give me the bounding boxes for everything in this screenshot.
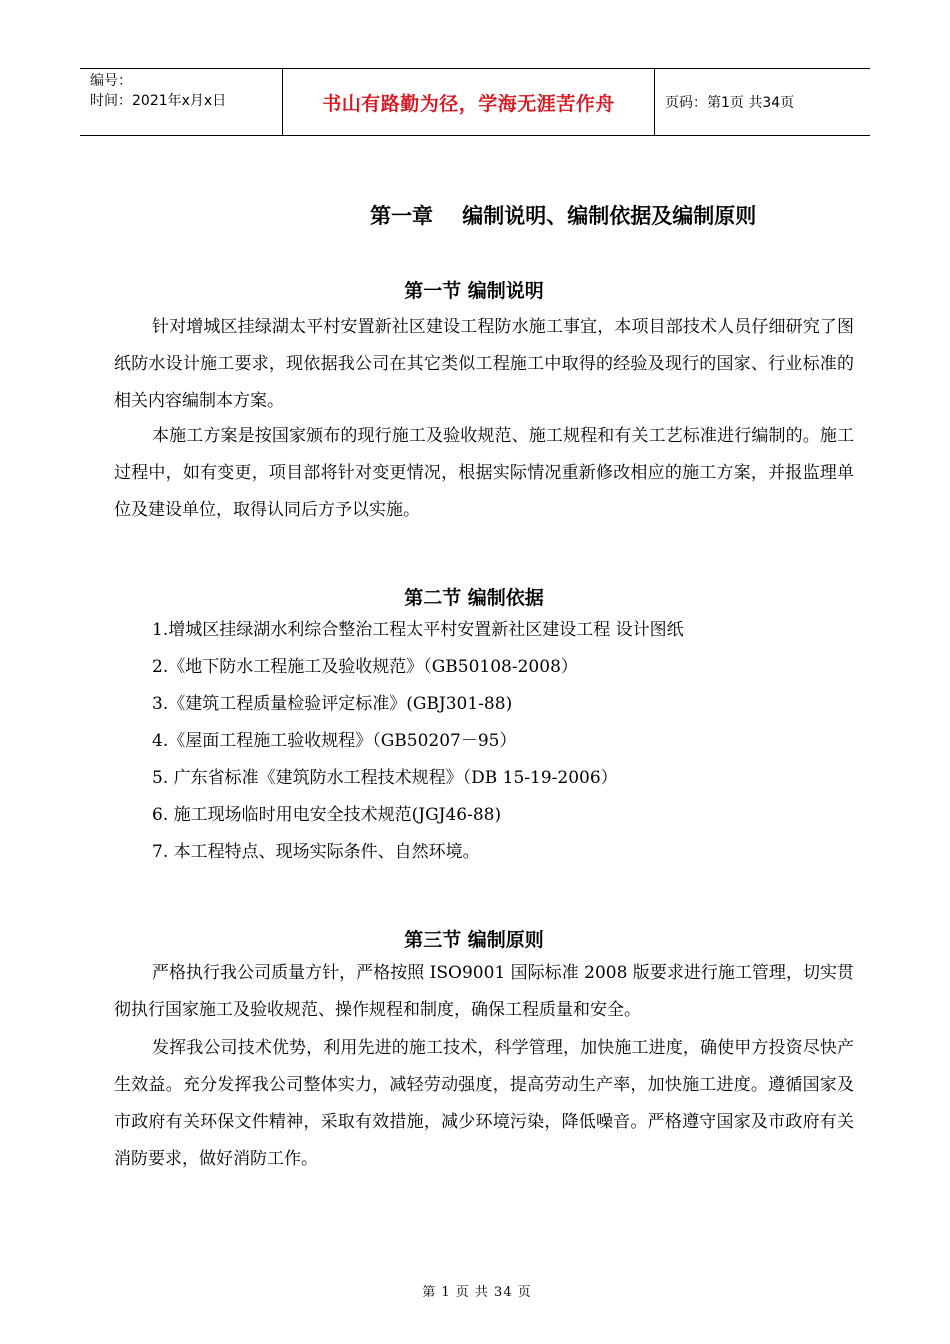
header-left-cell [80,69,282,135]
header-page-code: 页码：第1页 共34页 [665,95,795,111]
header-motto: 书山有路勤为径，学海无涯苦作舟 [282,69,655,135]
header-table [80,68,870,136]
basis-list [152,612,852,871]
basis-item-6: 6. 施工现场临时用电安全技术规范(JGJ46-88) [152,805,502,825]
section1-paragraph-1: 针对增城区挂绿湖太平村安置新社区建设工程防水施工事宜，本项目部技术人员仔细研究了图纸防水设计施工要求，现依据我公司在其它类似工程施工中取得的经验及现行的国家、行业标准的相关内容编制本方案。 [114,317,854,411]
section1-paragraph-2: 本施工方案是按国家颁布的现行施工及验收规范、施工规程和有关工艺标准进行编制的。施工过程中，如有变更，项目部将针对变更情况，根据实际情况重新修改相应的施工方案，并报监理单位及建设单位，取得认同后方予以实施。 [114,426,854,520]
basis-item-7: 7. 本工程特点、现场实际条件、自然环境。 [152,842,480,862]
document-time-label: 时间：2021年x月x日 [90,93,227,109]
section3-paragraph-1: 严格执行我公司质量方针，严格按照 ISO9001 国际标准 2008 版要求进行施工管理，切实贯彻执行国家施工及验收规范、操作规程和制度，确保工程质量和安全。 [114,963,854,1020]
section-title-2 [0,583,950,610]
footer-page-number: 第 1 页 共 34 页 [422,1285,532,1300]
section-title-3 [0,925,950,952]
section-title-1 [0,276,950,303]
section3-paragraph-2: 发挥我公司技术优势，利用先进的施工技术，科学管理，加快施工进度，确使甲方投资尽快产生效益。充分发挥我公司整体实力，减轻劳动强度，提高劳动生产率，加快施工进度。遵循国家及市政府有关环保文件精神，采取有效措施，减少环境污染，降低噪音。严格遵守国家及市政府有关消防要求，做好消防工作。 [114,1038,854,1169]
basis-item-3: 3.《建筑工程质量检验评定标准》(GBJ301-88) [152,694,513,714]
basis-item-1: 1.增城区挂绿湖水利综合整治工程太平村安置新社区建设工程 设计图纸 [152,620,684,640]
page-footer [0,1281,950,1300]
basis-item-5: 5. 广东省标准《建筑防水工程技术规程》（DB 15-19-2006） [152,768,618,788]
document-number-label: 编号： [90,73,132,89]
basis-item-4: 4.《屋面工程施工验收规程》（GB50207－95） [152,731,517,751]
section-title-1-text: 第一节 编制说明 [404,280,544,302]
section-title-3-text: 第三节 编制原则 [404,929,544,951]
chapter-title: 第一章 编制说明、编制依据及编制原则 [370,204,757,228]
section-title-2-text: 第二节 编制依据 [404,587,544,609]
basis-item-2: 2.《地下防水工程施工及验收规范》（GB50108-2008） [152,657,578,677]
